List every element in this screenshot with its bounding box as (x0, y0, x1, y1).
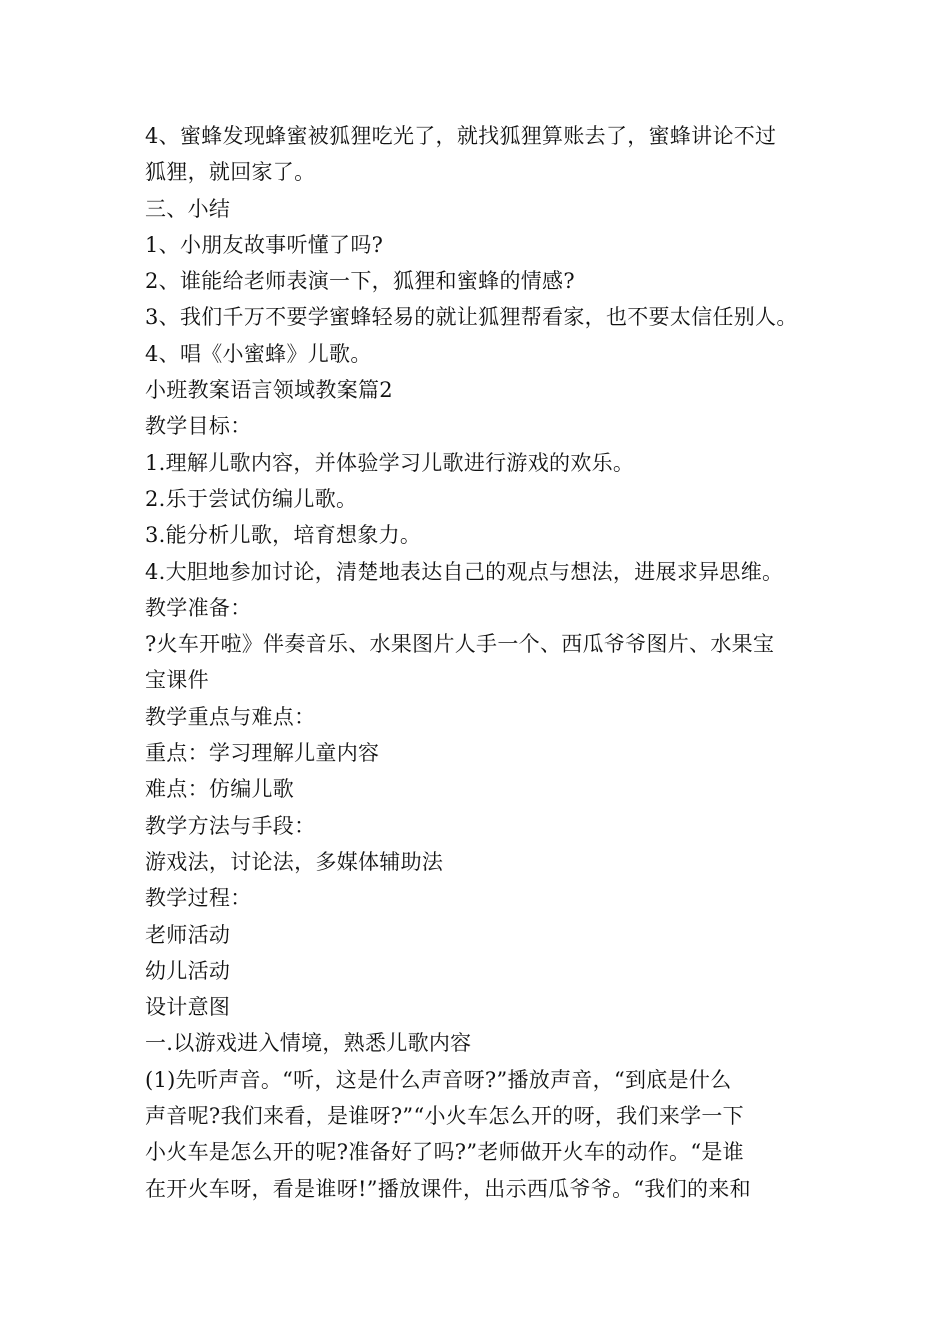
article-title: 小班教案语言领域教案篇2 (145, 378, 393, 403)
section-heading: 教学重点与难点： (145, 704, 316, 729)
text-line: 在开火车呀，看是谁呀!”播放课件，出示西瓜爷爷。“我们的来和 (145, 1176, 751, 1201)
text-line: 宝课件 (145, 668, 209, 693)
text-line: (1)先听声音。“听，这是什么声音呀?”播放声音，“到底是什么 (145, 1067, 732, 1092)
text-line: 一.以游戏进入情境，熟悉儿歌内容 (145, 1031, 472, 1056)
text-line: 老师活动 (145, 922, 231, 947)
section-heading: 三、小结 (145, 196, 231, 221)
text-line: 重点：学习理解儿童内容 (145, 741, 380, 766)
text-line: 4、唱《小蜜蜂》儿歌。 (145, 341, 372, 366)
section-heading: 教学方法与手段： (145, 813, 316, 838)
section-heading: 教学目标： (145, 414, 252, 439)
text-line: 1、小朋友故事听懂了吗? (145, 232, 384, 257)
text-line: 幼儿活动 (145, 958, 231, 983)
text-line: 游戏法，讨论法，多媒体辅助法 (145, 849, 444, 874)
text-line: 3.能分析儿歌，培育想象力。 (145, 523, 422, 548)
text-line: 难点：仿编儿歌 (145, 777, 295, 802)
text-line: 声音呢?我们来看，是谁呀?”“小火车怎么开的呀，我们来学一下 (145, 1104, 744, 1129)
text-line: 4.大胆地参加讨论，清楚地表达自己的观点与想法，进展求异思维。 (145, 559, 784, 584)
text-line: 2、谁能给老师表演一下，狐狸和蜜蜂的情感? (145, 269, 575, 294)
text-line: 狐狸，就回家了。 (145, 160, 316, 185)
section-heading: 教学准备： (145, 595, 252, 620)
text-line: 1.理解儿歌内容，并体验学习儿歌进行游戏的欢乐。 (145, 450, 635, 475)
text-line: 小火车是怎么开的呢?准备好了吗?”老师做开火车的动作。“是谁 (145, 1140, 744, 1165)
section-heading: 教学过程： (145, 886, 252, 911)
text-line: 3、我们千万不要学蜜蜂轻易的就让狐狸帮看家，也不要太信任别人。 (145, 305, 798, 330)
text-line: ?火车开啦》伴奏音乐、水果图片人手一个、西瓜爷爷图片、水果宝 (145, 632, 775, 657)
document-body (145, 118, 825, 1207)
text-line: 设计意图 (145, 995, 231, 1020)
text-line: 2.乐于尝试仿编儿歌。 (145, 486, 358, 511)
text-line: 4、蜜蜂发现蜂蜜被狐狸吃光了，就找狐狸算账去了，蜜蜂讲论不过 (145, 124, 777, 148)
